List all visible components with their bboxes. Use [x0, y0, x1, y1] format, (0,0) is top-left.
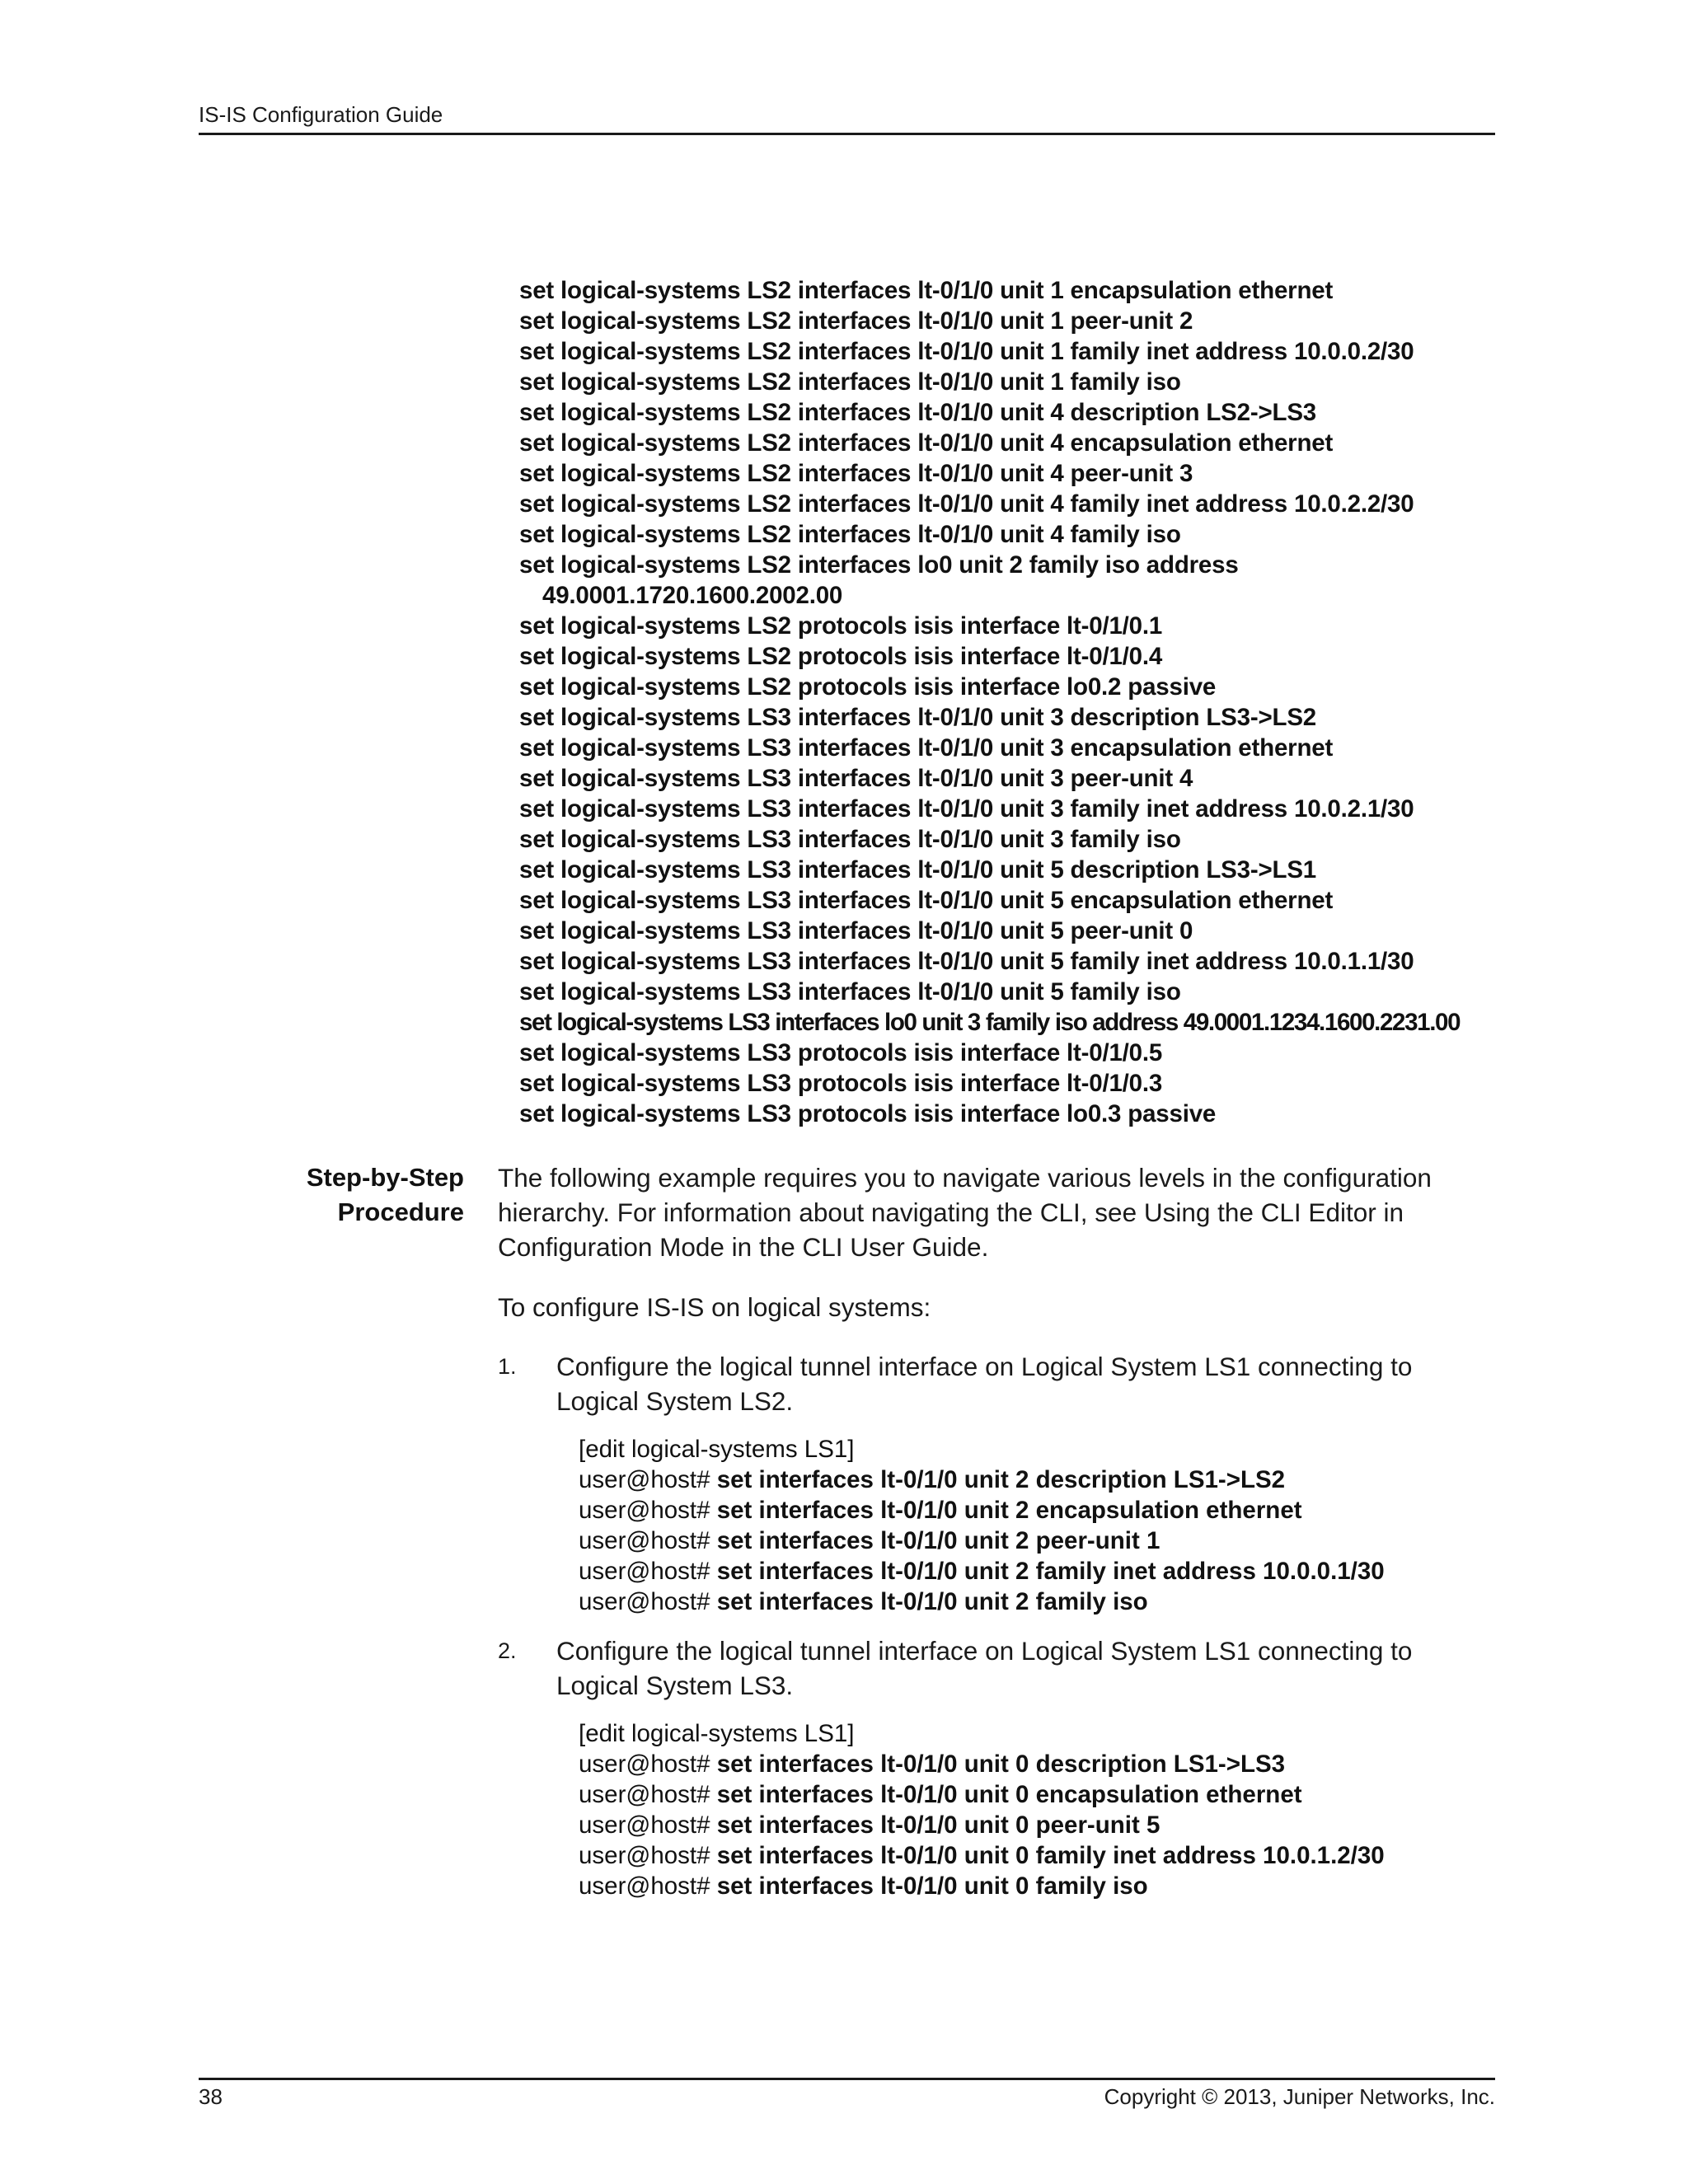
config-line-continuation: 49.0001.1720.1600.2002.00	[542, 582, 843, 609]
cli-command: set interfaces lt-0/1/0 unit 2 peer-unit 1	[716, 1527, 1160, 1554]
config-line: set logical-systems LS3 interfaces lt-0/1/0 unit 5 family inet address 10.0.1.1/30	[519, 948, 1414, 975]
cli-command: set interfaces lt-0/1/0 unit 2 description LS1->LS2	[716, 1466, 1286, 1493]
config-line: set logical-systems LS2 interfaces lt-0/1/0 unit 4 description LS2->LS3	[519, 399, 1317, 426]
header-rule	[199, 133, 1495, 135]
step-2	[498, 1633, 1499, 1703]
cli-block-2	[579, 1718, 1485, 1901]
config-line: set logical-systems LS3 interfaces lt-0/1/0 unit 3 description LS3->LS2	[519, 704, 1317, 731]
step-1	[498, 1349, 1499, 1418]
procedure-heading-line: Procedure	[337, 1197, 464, 1226]
procedure-intro: The following example requires you to navigate various levels in the configuration hierarchy. For information about navigating the CLI, see Using the CLI Editor in Configuration Mode in the CLI User Guide.	[498, 1163, 1432, 1262]
cli-prompt: user@host#	[579, 1527, 710, 1554]
procedure-lead: To configure IS-IS on logical systems:	[498, 1292, 931, 1322]
copyright-notice: Copyright © 2013, Juniper Networks, Inc.	[1104, 2084, 1495, 2109]
footer-rule	[199, 2078, 1495, 2080]
cli-block-1	[579, 1434, 1485, 1617]
config-line: set logical-systems LS2 interfaces lo0 unit 2 family iso address	[519, 551, 1239, 579]
config-line: set logical-systems LS2 protocols isis interface lo0.2 passive	[519, 673, 1217, 701]
cli-command: set interfaces lt-0/1/0 unit 0 peer-unit 5	[716, 1811, 1160, 1839]
config-line: set logical-systems LS2 interfaces lt-0/1/0 unit 4 family iso	[519, 521, 1181, 548]
config-line: set logical-systems LS2 interfaces lt-0/1/0 unit 1 family inet address 10.0.0.2/30	[519, 338, 1414, 365]
cli-prompt: user@host#	[579, 1497, 710, 1524]
cli-command-line	[579, 1871, 1485, 1901]
cli-command-line	[579, 1779, 1485, 1810]
cli-prompt: user@host#	[579, 1588, 710, 1615]
config-line: set logical-systems LS3 interfaces lt-0/1/0 unit 3 family iso	[519, 826, 1181, 853]
config-line: set logical-systems LS3 protocols isis interface lt-0/1/0.3	[519, 1070, 1163, 1097]
cli-context: [edit logical-systems LS1]	[579, 1436, 855, 1463]
cli-command-line	[579, 1586, 1485, 1617]
config-line: set logical-systems LS3 protocols isis interface lt-0/1/0.5	[519, 1039, 1163, 1066]
cli-command-line	[579, 1556, 1485, 1586]
cli-command: set interfaces lt-0/1/0 unit 2 family iso	[716, 1588, 1148, 1615]
cli-prompt: user@host#	[579, 1750, 710, 1778]
cli-prompt: user@host#	[579, 1842, 710, 1869]
config-line: set logical-systems LS3 interfaces lt-0/1/0 unit 5 encapsulation ethernet	[519, 887, 1334, 914]
config-line: set logical-systems LS2 interfaces lt-0/1/0 unit 1 encapsulation ethernet	[519, 277, 1334, 304]
cli-prompt: user@host#	[579, 1781, 710, 1808]
cli-command-line	[579, 1810, 1485, 1840]
config-line: set logical-systems LS3 interfaces lt-0/1/0 unit 3 family inet address 10.0.2.1/30	[519, 795, 1414, 823]
step-text: Configure the logical tunnel interface on Logical System LS1 connecting to Logical System LS3.	[556, 1636, 1413, 1700]
config-line: set logical-systems LS3 interfaces lt-0/1/0 unit 3 peer-unit 4	[519, 765, 1193, 792]
cli-command: set interfaces lt-0/1/0 unit 2 encapsulation ethernet	[716, 1497, 1302, 1524]
cli-command-line	[579, 1526, 1485, 1556]
cli-command: set interfaces lt-0/1/0 unit 0 encapsulation ethernet	[716, 1781, 1302, 1808]
config-line: set logical-systems LS2 interfaces lt-0/1/0 unit 1 peer-unit 2	[519, 307, 1193, 335]
cli-context: [edit logical-systems LS1]	[579, 1720, 855, 1747]
config-line: set logical-systems LS2 protocols isis interface lt-0/1/0.4	[519, 643, 1163, 670]
cli-command: set interfaces lt-0/1/0 unit 2 family inet address 10.0.0.1/30	[716, 1558, 1385, 1585]
config-line: set logical-systems LS2 interfaces lt-0/1/0 unit 4 encapsulation ethernet	[519, 429, 1334, 457]
cli-command-line	[579, 1495, 1485, 1526]
cli-prompt: user@host#	[579, 1558, 710, 1585]
procedure-heading-line: Step-by-Step	[306, 1163, 464, 1192]
config-line: set logical-systems LS2 interfaces lt-0/1/0 unit 4 family inet address 10.0.2.2/30	[519, 490, 1414, 518]
cli-prompt: user@host#	[579, 1872, 710, 1900]
step-text: Configure the logical tunnel interface on Logical System LS1 connecting to Logical System LS2.	[556, 1352, 1413, 1416]
procedure-heading	[199, 1160, 464, 1230]
cli-command-line	[579, 1749, 1485, 1779]
config-line: set logical-systems LS3 protocols isis interface lo0.3 passive	[519, 1100, 1217, 1127]
cli-command-line	[579, 1465, 1485, 1495]
config-line: set logical-systems LS3 interfaces lt-0/1/0 unit 3 encapsulation ethernet	[519, 734, 1334, 762]
step-number: 1.	[498, 1354, 517, 1379]
cli-command: set interfaces lt-0/1/0 unit 0 family iso	[716, 1872, 1148, 1900]
cli-command: set interfaces lt-0/1/0 unit 0 description LS1->LS3	[716, 1750, 1286, 1778]
config-line: set logical-systems LS3 interfaces lt-0/1/0 unit 5 description LS3->LS1	[519, 856, 1317, 883]
cli-prompt: user@host#	[579, 1811, 710, 1839]
config-line: set logical-systems LS3 interfaces lt-0/1/0 unit 5 family iso	[519, 978, 1181, 1005]
config-line: set logical-systems LS2 protocols isis interface lt-0/1/0.1	[519, 612, 1163, 640]
config-line: set logical-systems LS3 interfaces lo0 unit 3 family iso address 49.0001.1234.1600.2231.00	[519, 1009, 1461, 1036]
config-line: set logical-systems LS2 interfaces lt-0/1/0 unit 1 family iso	[519, 368, 1181, 396]
config-code-block	[519, 275, 1500, 1129]
step-number: 2.	[498, 1638, 517, 1663]
config-line: set logical-systems LS2 interfaces lt-0/1/0 unit 4 peer-unit 3	[519, 460, 1193, 487]
cli-command-line	[579, 1840, 1485, 1871]
running-header: IS-IS Configuration Guide	[199, 102, 443, 127]
cli-prompt: user@host#	[579, 1466, 710, 1493]
page-number: 38	[199, 2084, 223, 2109]
config-line: set logical-systems LS3 interfaces lt-0/1/0 unit 5 peer-unit 0	[519, 917, 1193, 944]
cli-command: set interfaces lt-0/1/0 unit 0 family inet address 10.0.1.2/30	[716, 1842, 1385, 1869]
